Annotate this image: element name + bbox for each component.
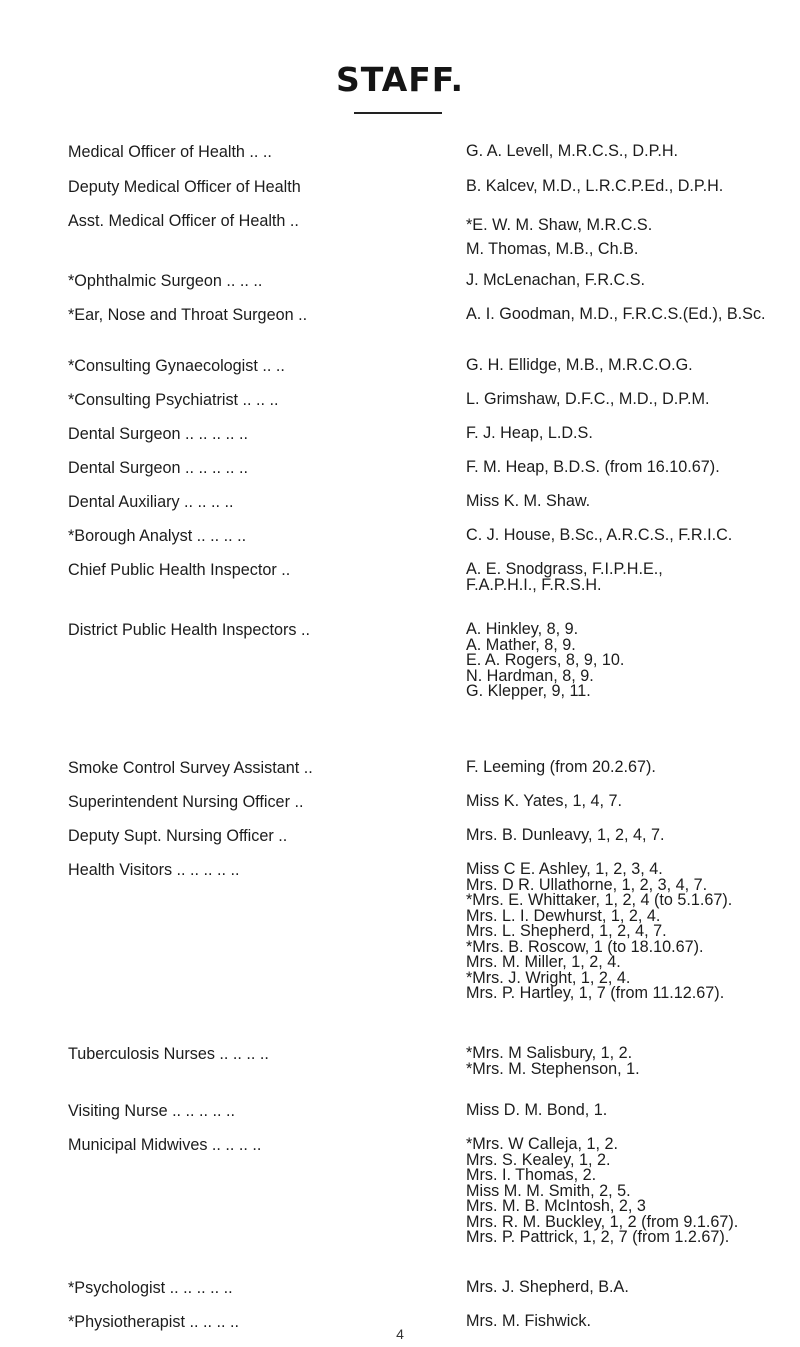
staff-name: Miss K. M. Shaw.	[466, 492, 591, 510]
staff-name: J. McLenachan, F.R.C.S.	[466, 271, 646, 289]
staff-names	[466, 862, 791, 1002]
staff-name: F. M. Heap, B.D.S. (from 16.10.67).	[466, 458, 720, 476]
staff-names	[466, 426, 791, 442]
staff-name: Mrs. D R. Ullathorne, 1, 2, 3, 4, 7.	[466, 875, 708, 894]
staff-names	[466, 828, 791, 844]
staff-name: C. J. House, B.Sc., A.R.C.S., F.R.I.C.	[466, 526, 733, 544]
staff-name: Mrs. M. Miller, 1, 2, 4.	[466, 953, 621, 971]
staff-name: Miss C E. Ashley, 1, 2, 3, 4.	[466, 860, 663, 878]
staff-role: Health Visitors .. .. .. .. ..	[68, 861, 240, 879]
staff-role: Visiting Nurse .. .. .. .. ..	[68, 1102, 236, 1120]
staff-names	[466, 307, 791, 323]
staff-role: Superintendent Nursing Officer ..	[68, 793, 304, 811]
staff-role: Dental Auxiliary .. .. .. ..	[68, 493, 234, 511]
staff-role: *Physiotherapist .. .. .. ..	[68, 1313, 239, 1331]
staff-names	[466, 494, 791, 510]
staff-name: Mrs. I. Thomas, 2.	[466, 1166, 597, 1184]
staff-names	[466, 1137, 791, 1246]
staff-name: Mrs. P. Hartley, 1, 7 (from 11.12.67).	[466, 984, 725, 1002]
staff-names	[466, 562, 706, 593]
staff-names	[466, 1046, 791, 1077]
staff-role: Municipal Midwives .. .. .. ..	[68, 1136, 262, 1154]
page-title: STAFF.	[335, 60, 465, 99]
staff-names	[466, 794, 791, 810]
staff-name: G. Klepper, 9, 11.	[466, 682, 591, 700]
staff-name: *Mrs. E. Whittaker, 1, 2, 4 (to 5.1.67).	[466, 891, 733, 909]
staff-role: Dental Surgeon .. .. .. .. ..	[68, 425, 248, 443]
staff-role: Tuberculosis Nurses .. .. .. ..	[68, 1045, 269, 1063]
staff-name: Mrs. J. Shepherd, B.A.	[466, 1278, 629, 1296]
staff-name: Mrs. L. I. Dewhurst, 1, 2, 4.	[466, 906, 661, 925]
staff-role: Medical Officer of Health .. ..	[68, 143, 272, 161]
staff-name: Miss K. Yates, 1, 4, 7.	[466, 792, 622, 810]
title-underline	[354, 112, 442, 114]
staff-name: *E. W. M. Shaw, M.R.C.S.	[466, 216, 653, 234]
staff-name: Mrs. P. Pattrick, 1, 2, 7 (from 1.2.67).	[466, 1228, 730, 1246]
staff-name: *Mrs. M. Stephenson, 1.	[466, 1059, 640, 1078]
staff-name: F. Leeming (from 20.2.67).	[466, 758, 656, 776]
staff-names	[466, 622, 791, 700]
staff-name: Mrs. R. M. Buckley, 1, 2 (from 9.1.67).	[466, 1212, 739, 1231]
staff-name: E. A. Rogers, 8, 9, 10.	[466, 651, 625, 669]
staff-name: Mrs. M. Fishwick.	[466, 1312, 591, 1330]
staff-role: *Psychologist .. .. .. .. ..	[68, 1279, 233, 1297]
staff-role: Smoke Control Survey Assistant ..	[68, 759, 313, 777]
staff-name: L. Grimshaw, D.F.C., M.D., D.P.M.	[466, 390, 710, 408]
staff-names	[466, 213, 791, 261]
staff-name: Miss M. M. Smith, 2, 5.	[466, 1181, 631, 1200]
staff-name: A. E. Snodgrass, F.I.P.H.E., F.A.P.H.I., F.R.S.H.	[466, 560, 663, 594]
staff-role: *Borough Analyst .. .. .. ..	[68, 527, 247, 545]
staff-role: Chief Public Health Inspector ..	[68, 561, 291, 579]
staff-name: N. Hardman, 8, 9.	[466, 666, 594, 685]
staff-names	[466, 1103, 791, 1119]
staff-names	[466, 392, 791, 408]
staff-name: *Mrs. J. Wright, 1, 2, 4.	[466, 968, 631, 987]
staff-role: Dental Surgeon .. .. .. .. ..	[68, 459, 248, 477]
staff-name: G. A. Levell, M.R.C.S., D.P.H.	[466, 142, 679, 160]
staff-role: Deputy Supt. Nursing Officer ..	[68, 827, 288, 845]
staff-name: A. I. Goodman, M.D., F.R.C.S.(Ed.), B.Sc.	[466, 305, 766, 323]
staff-role: *Ear, Nose and Throat Surgeon ..	[68, 306, 308, 324]
staff-name: Mrs. B. Dunleavy, 1, 2, 4, 7.	[466, 826, 665, 844]
staff-names	[466, 1280, 791, 1296]
staff-role: District Public Health Inspectors ..	[68, 621, 310, 639]
staff-name: *Mrs. W Calleja, 1, 2.	[466, 1135, 619, 1153]
staff-name: F. J. Heap, L.D.S.	[466, 424, 593, 442]
staff-name: M. Thomas, M.B., Ch.B.	[466, 240, 639, 258]
staff-name: *Mrs. B. Roscow, 1 (to 18.10.67).	[466, 937, 704, 956]
staff-name: Miss D. M. Bond, 1.	[466, 1101, 608, 1119]
staff-names	[466, 179, 791, 195]
staff-role: Deputy Medical Officer of Health	[68, 178, 301, 196]
staff-name: A. Hinkley, 8, 9.	[466, 620, 579, 638]
staff-name: A. Mather, 8, 9.	[466, 635, 576, 654]
staff-role: *Consulting Psychiatrist .. .. ..	[68, 391, 279, 409]
page-number: 4	[396, 1326, 404, 1342]
staff-names	[466, 460, 791, 476]
staff-name: G. H. Ellidge, M.B., M.R.C.O.G.	[466, 356, 693, 374]
staff-names	[466, 144, 791, 160]
staff-names	[466, 273, 791, 289]
staff-name: Mrs. M. B. McIntosh, 2, 3	[466, 1197, 646, 1215]
staff-names	[466, 528, 791, 544]
staff-name: Mrs. S. Kealey, 1, 2.	[466, 1150, 611, 1169]
staff-role: *Consulting Gynaecologist .. ..	[68, 357, 285, 375]
staff-name: Mrs. L. Shepherd, 1, 2, 4, 7.	[466, 922, 667, 940]
staff-names	[466, 760, 791, 776]
staff-name: *Mrs. M Salisbury, 1, 2.	[466, 1044, 633, 1062]
staff-name: B. Kalcev, M.D., L.R.C.P.Ed., D.P.H.	[466, 177, 724, 195]
staff-role: Asst. Medical Officer of Health ..	[68, 212, 299, 230]
staff-role: *Ophthalmic Surgeon .. .. ..	[68, 272, 263, 290]
staff-names	[466, 358, 791, 374]
